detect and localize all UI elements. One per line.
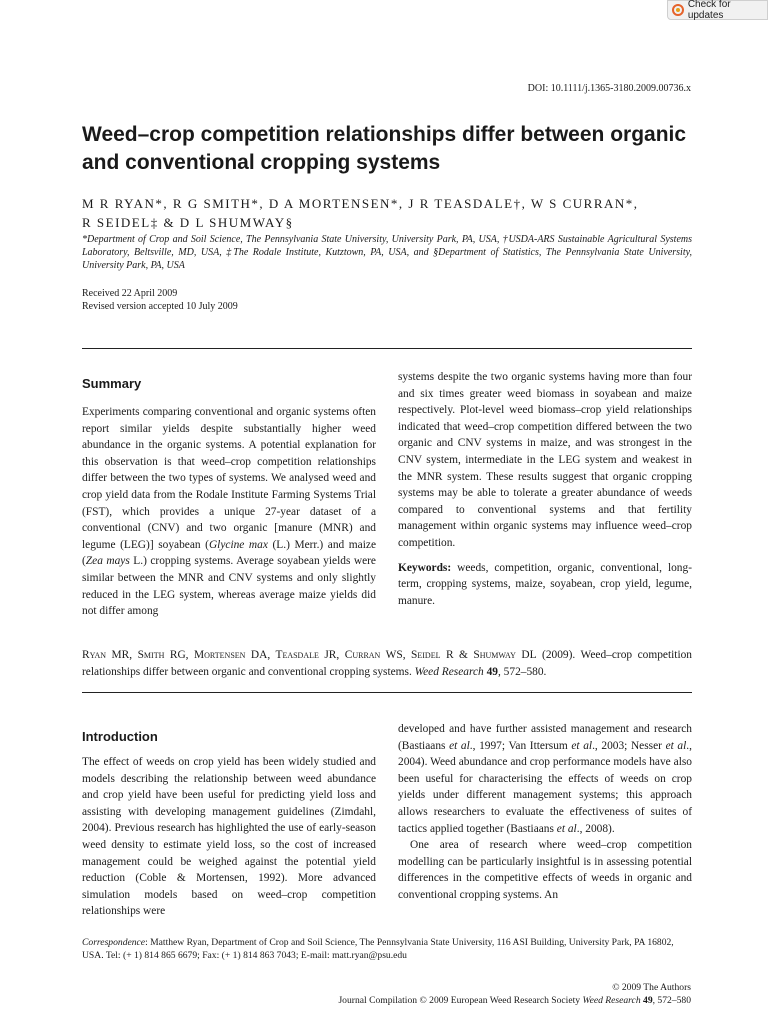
introduction-paragraph-1: The effect of weeds on crop yield has been widely studied and models describing the relationship between weed abundance and crop yield have been useful for predicting yield loss and assisting with developing management guidelines (Zimdahl, 2004). Previous research has highlighted the use of early-season weed density to estimate yield loss, so the cost of increased management could be weighed against the potential yield reduction (Coble & Mortensen, 1992). More advanced simulation models based on weed–crop competition relationships were: [82, 756, 376, 918]
crossmark-icon: [672, 4, 684, 16]
keywords: [398, 560, 692, 610]
summary-paragraph-left: Experiments comparing conventional and organic systems often report similar yields despite substantially higher weed abundance in the organic systems. A potential explanation for this observation is that weed–crop competition relationships differ between the two types of systems. We analysed weed and crop yield data from the Rodale Institute Farming Systems Trial (FST), which provides a unique 27-year dataset of a conventional (CNV) and two organic [manure (MNR) and legume (LEG)] soyabean (Glycine max (L.) Merr.) and maize (Zea mays L.) cropping systems. Average soyabean yields were similar between the MNR and CNV systems and only slightly reduced in the LEG system, whereas average maize yields did not differ among: [82, 406, 376, 618]
revised-date: Revised version accepted 10 July 2009: [82, 301, 238, 312]
introduction-paragraph-1-cont: developed and have further assisted management and research (Bastiaans et al., 1997; Van Ittersum et al., 2003; Nesser et al., 2004). Weed abundance and crop performance models have also been useful for characterising the effects of weeds on crop yields under different management systems; this approach allows researchers to evaluate the effectiveness of suites of tactics applied together (Bastiaans et al., 2008).: [398, 723, 692, 835]
check-for-updates-label: Check for updates: [687, 0, 731, 21]
dates: [82, 287, 238, 313]
divider-bottom: [82, 692, 692, 693]
copyright: [338, 982, 691, 1007]
summary-paragraph-right: systems despite the two organic systems having more than four and six times greater weed biomass in soyabean and maize respectively. Plot-level weed biomass–crop yield relationships indicated that weed–crop competition differed between the two organic and CNV systems in maize, and was strongest in the CNV system, intermediate in the LEG system and weakest in the MNR system. These results suggest that organic cropping systems may be able to tolerate a greater abundance of weeds compared to conventional systems and that fertility management within organic systems may influence weed–crop competition.: [398, 371, 692, 549]
summary-right-column: [398, 369, 692, 609]
doi: DOI: 10.1111/j.1365-3180.2009.00736.x: [527, 83, 691, 94]
correspondence-text: : Matthew Ryan, Department of Crop and Soil Science, The Pennsylvania State University, 116 ASI Building, University Park, PA 16802, USA. Tel: (+ 1) 814 865 6679; Fax: (+ 1) 814 863 7043; E-mail: matt.ryan@psu.edu: [82, 937, 674, 961]
correspondence: [82, 937, 692, 962]
keywords-list: weeds, competition, organic, conventional, long-term, cropping systems, maize, soyabean, crop yield, legume, manure.: [398, 561, 692, 607]
correspondence-label: Correspondence: [82, 937, 146, 948]
introduction-right-column: [398, 721, 692, 904]
keywords-label: Keywords:: [398, 561, 452, 574]
citation-authors: Ryan MR, Smith RG, Mortensen DA, Teasdale JR, Curran WS, Seidel R & Shumway DL: [82, 649, 537, 661]
copyright-line-1: © 2009 The Authors: [612, 982, 691, 993]
divider-top: [82, 348, 692, 349]
author-list: [82, 194, 694, 232]
copyright-line-2: Journal Compilation © 2009 European Weed Research Society Weed Research 49, 572–580: [338, 994, 691, 1006]
introduction-paragraph-2: One area of research where weed–crop competition modelling can be particularly insightful is in assessing potential differences in the competitive effects of weeds in organic and conventional cropping systems. An: [398, 839, 692, 901]
citation-journal: Weed Research: [414, 666, 484, 678]
received-date: Received 22 April 2009: [82, 288, 178, 299]
citation: Ryan MR, Smith RG, Mortensen DA, Teasdale JR, Curran WS, Seidel R & Shumway DL (2009). Weed–crop competition relationships differ between organic and conventional cropping systems. Weed Research 49, 572–580.: [82, 649, 693, 678]
article-title: Weed–crop competition relationships differ between organic and conventional cropping systems: [82, 123, 687, 174]
summary-heading: Summary: [82, 376, 142, 391]
author-line-2: R SEIDEL‡ & D L SHUMWAY§: [82, 215, 294, 230]
introduction-left-column: [82, 754, 376, 920]
introduction-heading: Introduction: [82, 729, 158, 744]
summary-left-column: [82, 404, 376, 620]
affiliations: *Department of Crop and Soil Science, The Pennsylvania State University, University Park, PA, USA, †USDA-ARS Sustainable Agricultural Systems Laboratory, Beltsville, MD, USA, ‡The Rodale Institute, Kutztown, PA, USA, and §Department of Statistics, The Pennsylvania State University, University Park, PA, USA: [82, 234, 692, 271]
author-line-1: M R RYAN*, R G SMITH*, D A MORTENSEN*, J R TEASDALE†, W S CURRAN*,: [82, 196, 639, 211]
check-for-updates-button[interactable]: [667, 0, 768, 20]
